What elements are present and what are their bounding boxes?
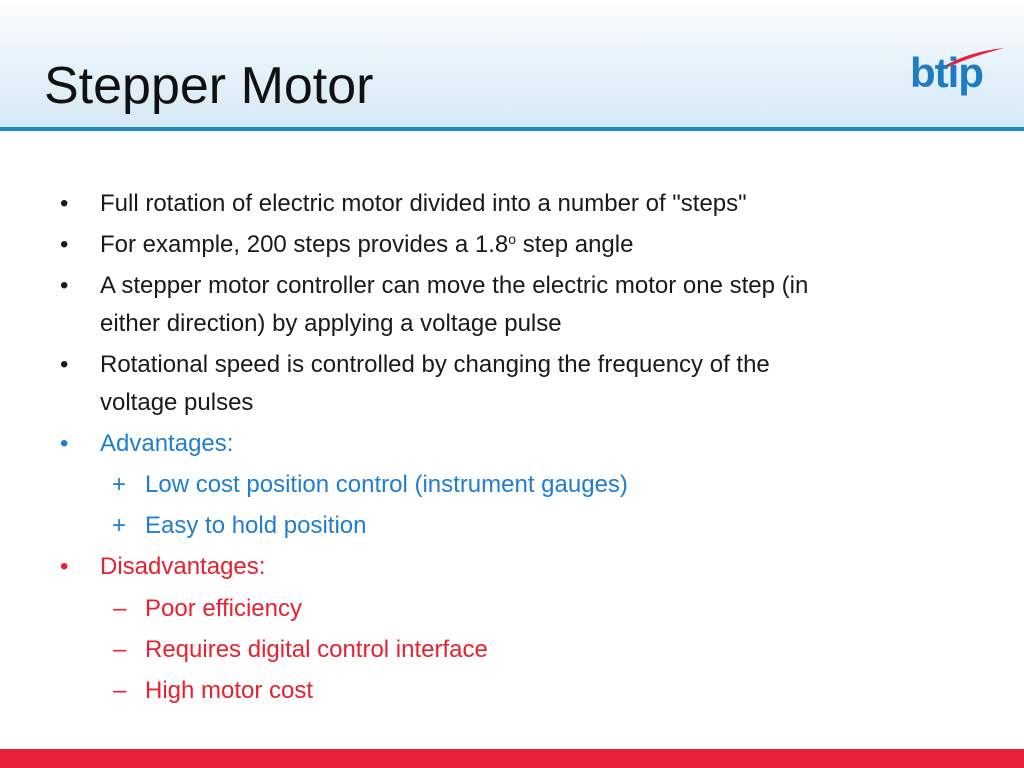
bullet-text: Poor efficiency	[145, 595, 302, 622]
slide-title: Stepper Motor	[44, 57, 374, 115]
plus-marker: +	[112, 471, 127, 498]
bullet-text: Disadvantages:	[100, 553, 266, 580]
bullet-text: Advantages:	[100, 430, 234, 457]
bullet-marker: •	[60, 553, 69, 580]
bullet-text-part: step angle	[516, 231, 634, 258]
plus-marker: +	[112, 512, 127, 539]
footer-bar	[0, 749, 1024, 768]
bullet-text	[100, 226, 633, 264]
bullet-text: Easy to hold position	[145, 512, 367, 539]
dash-marker: –	[113, 636, 127, 663]
bullet-marker: •	[60, 190, 69, 217]
dash-marker: –	[113, 595, 127, 622]
bullet-text: A stepper motor controller can move the electric motor one step (in	[100, 272, 809, 299]
logo-text: btip	[910, 49, 983, 96]
bullet-text: Requires digital control interface	[145, 636, 488, 663]
bullet-text: Rotational speed is controlled by changing the frequency of the	[100, 351, 770, 378]
bullet-marker: •	[60, 430, 69, 457]
degree-superscript: o	[508, 231, 517, 247]
bullet-text: High motor cost	[145, 677, 314, 704]
bullet-text-continued: either direction) by applying a voltage pulse	[100, 310, 562, 337]
bullet-marker: •	[60, 231, 69, 258]
bullet-text-continued: voltage pulses	[100, 389, 254, 416]
bullet-text: Full rotation of electric motor divided into a number of "steps"	[100, 190, 747, 217]
bullet-text-part: For example, 200 steps provides a 1.8	[100, 231, 509, 258]
dash-marker: –	[113, 677, 127, 704]
bullet-marker: •	[60, 272, 69, 299]
bullet-text: Low cost position control (instrument gauges)	[145, 471, 628, 498]
bullet-marker: •	[60, 351, 69, 378]
